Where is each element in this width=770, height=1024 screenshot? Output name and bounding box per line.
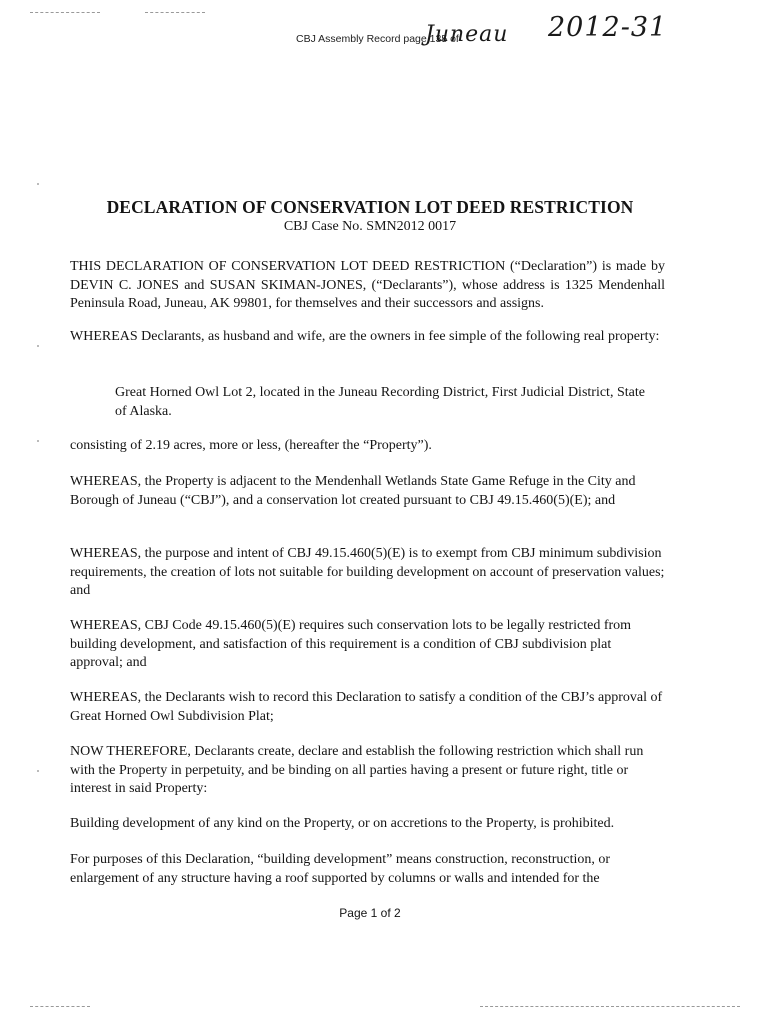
- ownership-paragraph: WHEREAS Declarants, as husband and wife, are the owners in fee simple of the following real property:: [70, 329, 660, 344]
- scan-artifact-margin-dot: [37, 770, 39, 772]
- whereas-code-paragraph: WHEREAS, CBJ Code 49.15.460(5)(E) requires such conservation lots to be legally restricted from building development, and satisfaction of this requirement is a condition of CBJ subdivision plat approval; and: [70, 618, 632, 670]
- assembly-record-stamp: CBJ Assembly Record page 135 of: [296, 33, 459, 45]
- definition-paragraph: For purposes of this Declaration, “building development” means construction, reconstruction, or enlargement of any structure having a roof supported by columns or walls and intended for the: [70, 852, 611, 886]
- scan-artifact-margin-dot: [37, 345, 39, 347]
- scan-artifact-margin-dot: [37, 183, 39, 185]
- whereas-purpose-paragraph: WHEREAS, the purpose and intent of CBJ 49.15.460(5)(E) is to exempt from CBJ minimum subdivision requirements, the creation of lots not suitable for building development on account of preservation values; and: [70, 546, 665, 598]
- restriction-paragraph: Building development of any kind on the Property, or on accretions to the Property, is prohibited.: [70, 816, 615, 831]
- scan-artifact-top-mid: [145, 12, 205, 13]
- whereas-adjacent-paragraph: WHEREAS, the Property is adjacent to the Mendenhall Wetlands State Game Refuge in the City and Borough of Juneau (“CBJ”), and a conservation lot created pursuant to CBJ 49.15.460(5)(E); and: [70, 474, 636, 508]
- now-therefore-paragraph: NOW THEREFORE, Declarants create, declare and establish the following restriction which shall run with the Property in perpetuity, and be binding on all parties having a present or future right, title or interest in said Property:: [70, 744, 644, 796]
- intro-paragraph: THIS DECLARATION OF CONSERVATION LOT DEED RESTRICTION (“Declaration”) is made by DEVIN C. JONES and SUSAN SKIMAN-JONES, (“Declarants”), whose address is 1325 Mendenhall Peninsula Road, Juneau, AK 99801, for themselves and their successors and assigns.: [70, 259, 665, 311]
- legal-description: Great Horned Owl Lot 2, located in the Juneau Recording District, First Judicial District, State of Alaska.: [115, 385, 645, 419]
- scan-artifact-bottom-right: [480, 1006, 740, 1007]
- document-title: DECLARATION OF CONSERVATION LOT DEED RESTRICTION: [106, 197, 634, 217]
- handwritten-ordinance-number: 2012-31: [548, 12, 668, 43]
- handwritten-city-annotation: Juneau: [425, 22, 509, 47]
- whereas-record-paragraph: WHEREAS, the Declarants wish to record this Declaration to satisfy a condition of the CBJ’s approval of Great Horned Owl Subdivision Plat;: [70, 690, 663, 724]
- scan-artifact-margin-dot: [37, 440, 39, 442]
- scan-artifact-bottom-left: [30, 1006, 90, 1007]
- case-number: CBJ Case No. SMN2012 0017: [283, 219, 457, 234]
- scan-artifact-top-left: [30, 12, 100, 13]
- acreage-paragraph: consisting of 2.19 acres, more or less, (hereafter the “Property”).: [70, 438, 432, 453]
- page-number: Page 1 of 2: [339, 906, 401, 920]
